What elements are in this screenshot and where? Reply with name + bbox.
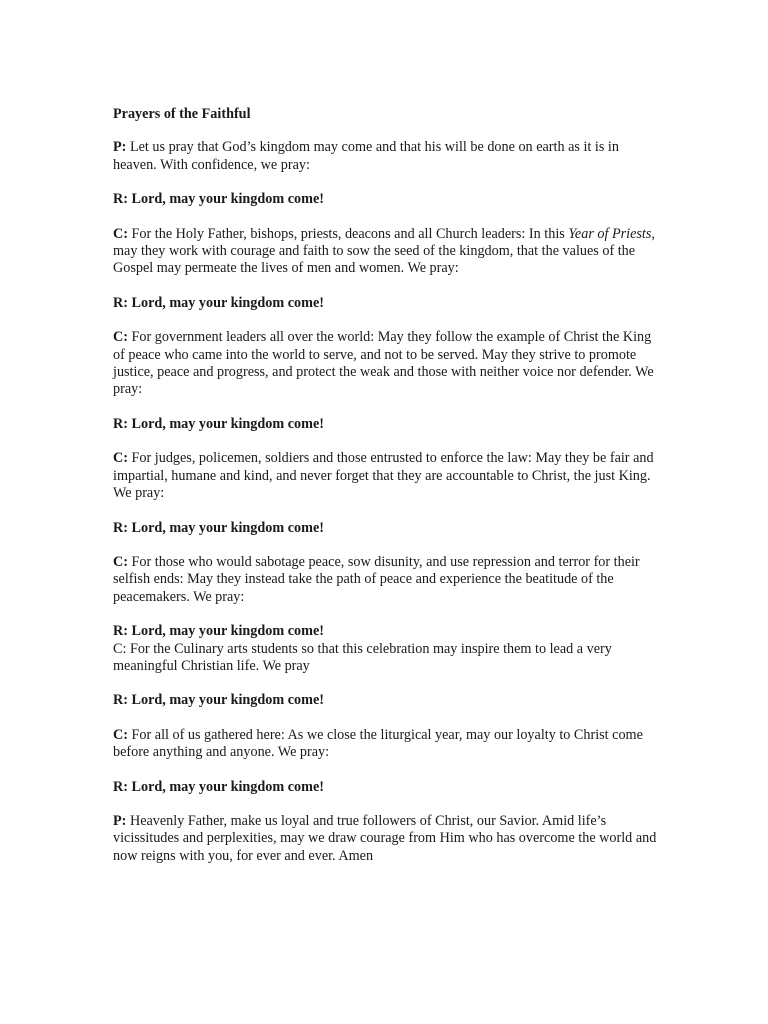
response-line: R: Lord, may your kingdom come! bbox=[113, 519, 324, 536]
commentator-tag: C: bbox=[113, 640, 127, 657]
petition-2-text: For government leaders all over the world: May they follow the example of Christ the King of peace who came into the world to serve, and not to be served. May they strive to promote justice, peace and progress, and protect the weak and those with neither voice nor defender. We pray: bbox=[113, 329, 654, 398]
petition-1 bbox=[113, 226, 661, 278]
petition-2 bbox=[113, 329, 661, 399]
closing-prayer bbox=[113, 813, 661, 865]
petition-3-text: For judges, policemen, soldiers and those entrusted to enforce the law: May they be fair and impartial, humane and kind, and never forget that they are accountable to Christ, the just King. We pray: bbox=[113, 450, 654, 502]
commentator-tag: C: bbox=[113, 553, 128, 570]
commentator-tag: C: bbox=[113, 225, 128, 242]
priest-tag: P: bbox=[113, 812, 127, 829]
response-line: R: Lord, may your kingdom come! bbox=[113, 415, 324, 432]
response-line: R: Lord, may your kingdom come! bbox=[113, 191, 324, 208]
petition-6-text: For all of us gathered here: As we close the liturgical year, may our loyalty to Christ come before anything and anyone. We pray: bbox=[113, 726, 643, 761]
petition-1-text-after: , may they work with courage and faith to sow the seed of the kingdom, that the values of the Gospel may permeate the lives of men and women. We pray: bbox=[113, 225, 655, 277]
petition-5 bbox=[113, 641, 661, 676]
document-page bbox=[113, 106, 661, 882]
petition-1-italic: Year of Priests bbox=[568, 225, 652, 242]
response-line: R: Lord, may your kingdom come! bbox=[113, 778, 324, 795]
commentator-tag: C: bbox=[113, 450, 128, 467]
intro-text: Let us pray that God’s kingdom may come and that his will be done on earth as it is in heaven. With confidence, we pray: bbox=[113, 139, 619, 173]
document-title: Prayers of the Faithful bbox=[113, 106, 251, 122]
petition-4-text: For those who would sabotage peace, sow disunity, and use repression and terror for their selfish ends: May they instead take the path of peace and experience the beatitude of the peacemakers. We pray: bbox=[113, 553, 640, 605]
priest-tag: P: bbox=[113, 139, 127, 156]
petition-1-text-before: For the Holy Father, bishops, priests, deacons and all Church leaders: In this bbox=[127, 225, 569, 242]
commentator-tag: C: bbox=[113, 329, 128, 346]
intro-prayer bbox=[113, 139, 661, 174]
response-line: R: Lord, may your kingdom come! bbox=[113, 623, 324, 640]
response-line: R: Lord, may your kingdom come! bbox=[113, 692, 324, 709]
petition-5-text: For the Culinary arts students so that this celebration may inspire them to lead a very meaningful Christian life. We pray bbox=[113, 640, 612, 674]
petition-6 bbox=[113, 727, 661, 762]
petition-4 bbox=[113, 554, 661, 606]
commentator-tag: C: bbox=[113, 726, 128, 743]
response-line: R: Lord, may your kingdom come! bbox=[113, 294, 324, 311]
closing-text: Heavenly Father, make us loyal and true followers of Christ, our Savior. Amid life’s vicissitudes and perplexities, may we draw courage from Him who has overcome the world and now reigns with you, for ever and ever. Amen bbox=[113, 812, 657, 864]
petition-3 bbox=[113, 450, 661, 502]
